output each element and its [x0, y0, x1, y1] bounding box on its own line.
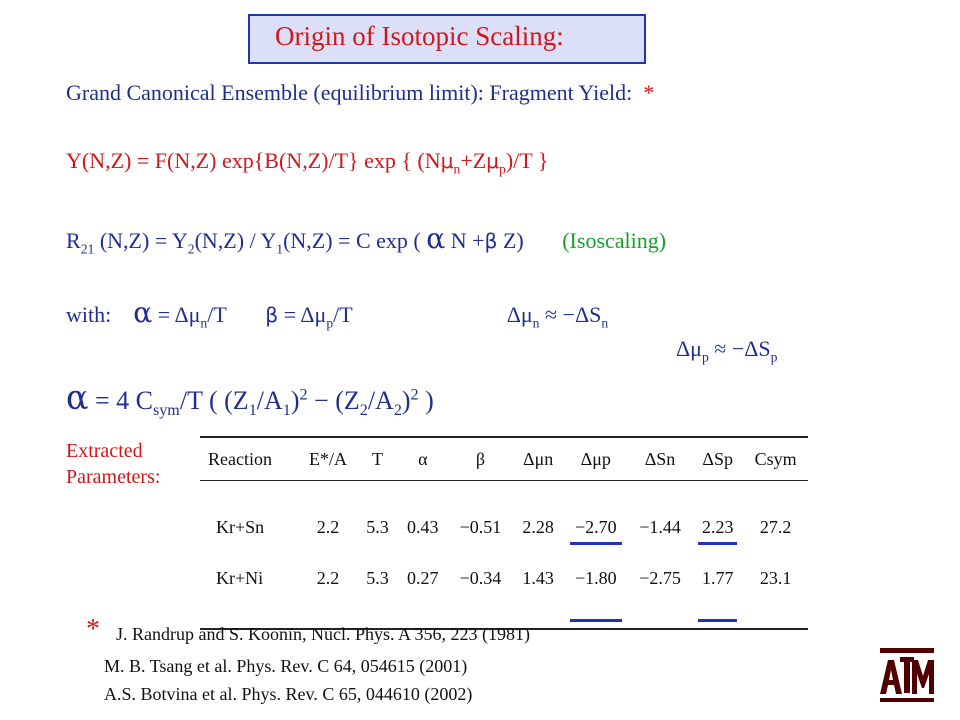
over-t: /T — [207, 302, 227, 327]
cell-temperature: 5.3 — [366, 516, 389, 537]
cell-reaction: Kr+Ni — [200, 551, 298, 629]
z2-sub: 2 — [359, 402, 368, 420]
cell-dsn: −2.75 — [628, 551, 692, 629]
table-header-row — [200, 437, 808, 481]
parameters-table — [200, 436, 808, 630]
cell-energy: 2.2 — [298, 551, 358, 629]
sub-n: n — [601, 315, 609, 331]
a2-sub: 2 — [393, 402, 402, 420]
with-label: with: — [66, 302, 112, 327]
cell-dsp-underlined: 2.23 — [692, 481, 743, 552]
cell-reaction: Kr+Sn — [216, 516, 265, 537]
r-eq-part4: N + — [445, 228, 485, 253]
col-dmup: Δμp — [564, 437, 628, 481]
texas-am-logo-icon — [876, 644, 938, 706]
alpha-eq-part7: ) — [401, 386, 411, 415]
reference-tsang: M. B. Tsang et al. Phys. Rev. C 64, 054615 (2001) — [104, 656, 468, 676]
sub-n: n — [532, 315, 540, 331]
cell-dmun: 2.28 — [522, 516, 554, 537]
sub-n: n — [200, 315, 208, 331]
y2-sub: 2 — [187, 241, 195, 257]
alpha-symbol: α — [133, 296, 153, 329]
sub-p: p — [499, 161, 506, 177]
extracted-parameters-label — [66, 438, 206, 490]
ratio-equation — [66, 222, 666, 255]
cell-csym: 23.1 — [743, 551, 808, 629]
delta-mu-p: Δμ — [676, 336, 702, 361]
isoscaling-label: (Isoscaling) — [562, 228, 667, 253]
col-beta: β — [448, 437, 512, 481]
square-sup: 2 — [299, 386, 308, 404]
alpha-symbol: α — [66, 378, 89, 417]
y1-sub: 1 — [276, 241, 284, 257]
beta-symbol: β — [265, 303, 279, 327]
over-t: /T — [333, 302, 353, 327]
mu-p-symbol: μ — [486, 149, 500, 173]
square-sup: 2 — [410, 386, 419, 404]
r-eq-part5: Z) — [497, 228, 524, 253]
sub-p: p — [770, 349, 778, 365]
cell-dmup-underlined: −1.80 — [564, 551, 628, 629]
r-eq-part3: (N,Z) = C exp ( — [283, 228, 427, 253]
r-sub: 21 — [80, 241, 95, 257]
cell-dsp-underlined: 1.77 — [692, 551, 743, 629]
col-csym: Csym — [743, 437, 808, 481]
yield-equation — [66, 148, 549, 177]
gce-text: Grand Canonical Ensemble (equilibrium limit): Fragment Yield: — [66, 80, 633, 105]
parameters-word: Parameters: — [66, 466, 161, 488]
delta-mu-n: Δμ — [506, 302, 533, 327]
col-dsn: ΔSn — [628, 437, 692, 481]
delta-mu-p-line — [676, 336, 778, 365]
alpha-def: = Δμ — [152, 302, 201, 327]
yield-eq-close: )/T } — [505, 148, 549, 173]
extracted-word: Extracted — [66, 440, 143, 462]
beta-def: = Δμ — [278, 302, 327, 327]
sub-p: p — [326, 315, 334, 331]
table-row — [200, 481, 808, 552]
reference-star: * — [86, 614, 100, 645]
cell-csym: 27.2 — [759, 516, 792, 537]
alpha-eq-part4: ) — [290, 386, 300, 415]
sub-p: p — [701, 349, 709, 365]
alpha-eq-part8: ) — [418, 386, 434, 415]
yield-eq-lhs: Y(N,Z) = F(N,Z) exp{B(N,Z)/T} exp { (N — [66, 148, 441, 173]
col-temperature: T — [358, 437, 397, 481]
csym-sub: sym — [152, 402, 180, 420]
beta-symbol: β — [484, 229, 498, 253]
approx-sn: ≈ −ΔS — [539, 302, 602, 327]
alpha-eq-part5: − (Z — [307, 386, 360, 415]
alpha-eq-part3: /A — [256, 386, 283, 415]
z1-sub: 1 — [248, 402, 257, 420]
sub-n: n — [453, 161, 461, 177]
reference-randrup-koonin: J. Randrup and S. Koonin, Nucl. Phys. A 356, 223 (1981) — [116, 624, 530, 644]
alpha-equation — [66, 378, 434, 420]
approx-sp: ≈ −ΔS — [708, 336, 771, 361]
gce-line — [66, 80, 654, 106]
slide-title: Origin of Isotopic Scaling: — [275, 21, 564, 51]
with-line — [66, 296, 608, 329]
r-eq-part2: (N,Z) / Y — [194, 228, 277, 253]
r-eq-part1: (N,Z) = Y — [94, 228, 188, 253]
table-row — [200, 551, 808, 629]
mu-n-symbol: μ — [440, 149, 454, 173]
cell-alpha: 0.43 — [407, 516, 439, 537]
footnote-star: * — [643, 80, 655, 105]
a1-sub: 1 — [282, 402, 291, 420]
cell-beta: −0.51 — [459, 516, 502, 537]
col-dmun: Δμn — [513, 437, 564, 481]
alpha-eq-part2: /T ( (Z — [179, 386, 249, 415]
cell-dsn: −1.44 — [639, 516, 681, 537]
col-energy: E*/A — [298, 437, 358, 481]
col-reaction: Reaction — [200, 437, 298, 481]
plus-z: +Z — [460, 148, 487, 173]
cell-dmun: 1.43 — [513, 551, 564, 629]
alpha-symbol: α — [426, 222, 446, 255]
cell-alpha: 0.27 — [397, 551, 448, 629]
cell-energy: 2.2 — [316, 516, 340, 537]
cell-temperature: 5.3 — [358, 551, 397, 629]
r-symbol: R — [66, 228, 81, 253]
cell-dmup-underlined: −2.70 — [564, 481, 628, 552]
col-dsp: ΔSp — [692, 437, 743, 481]
col-alpha: α — [397, 437, 448, 481]
cell-beta: −0.34 — [448, 551, 512, 629]
reference-botvina: A.S. Botvina et al. Phys. Rev. C 65, 044610 (2002) — [104, 684, 473, 704]
alpha-eq-part6: /A — [367, 386, 394, 415]
alpha-eq-part1: = 4 C — [88, 386, 153, 415]
